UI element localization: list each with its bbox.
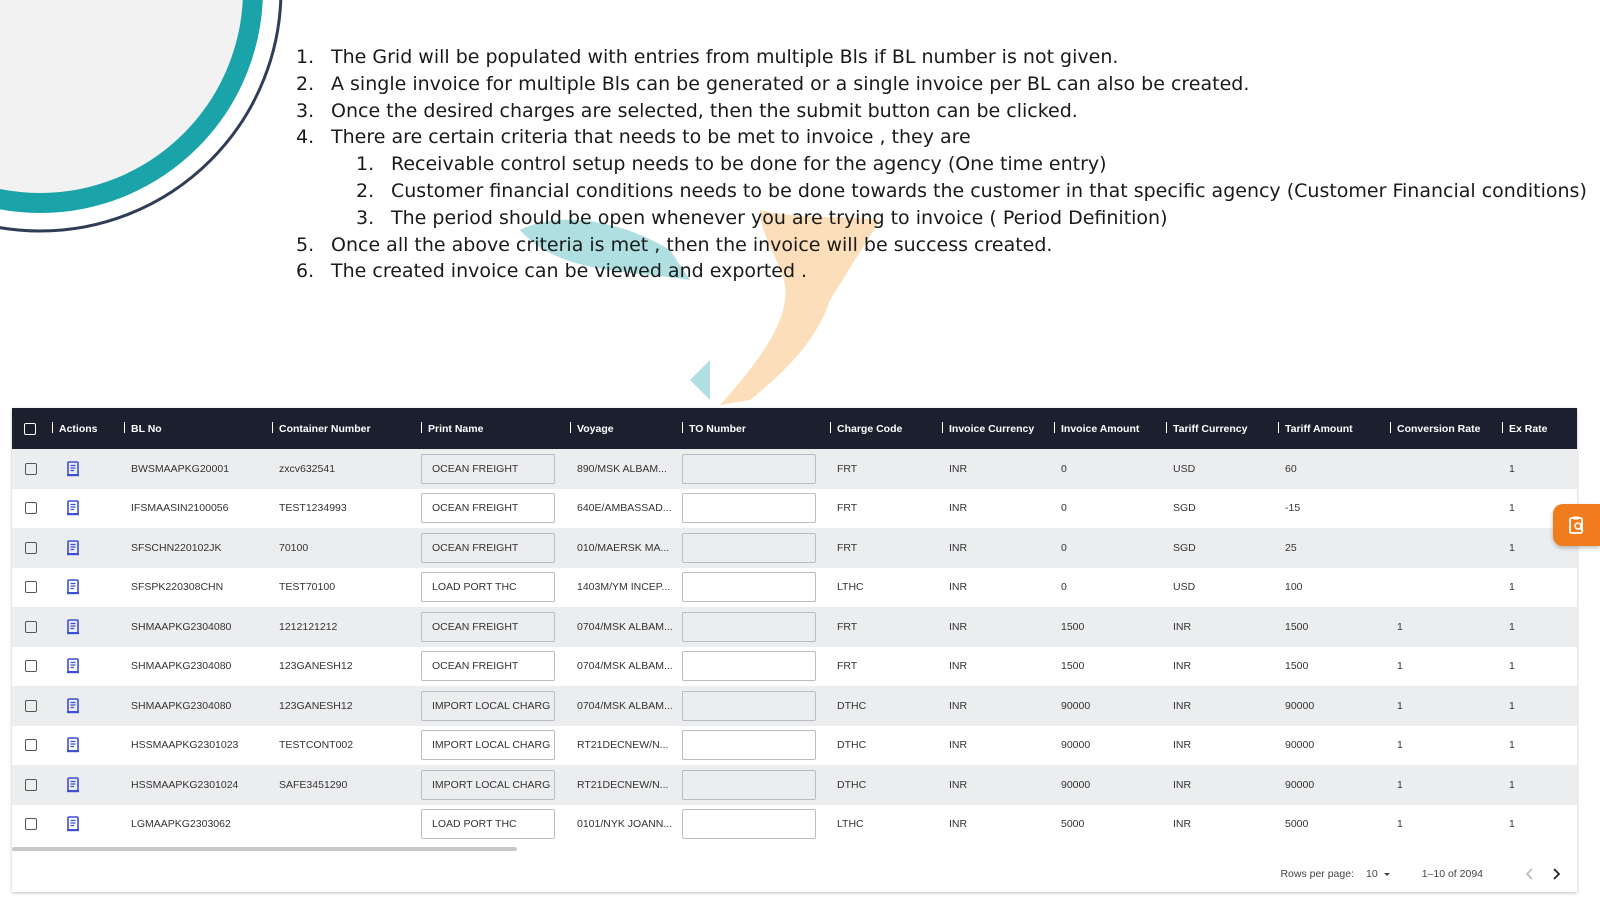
print-name-field[interactable]: OCEAN FREIGHT (421, 651, 555, 681)
row-checkbox[interactable] (25, 779, 37, 791)
tariff-amount-cell: 100 (1285, 581, 1303, 594)
container-number-cell: 123GANESH12 (279, 660, 353, 673)
ex-rate-cell: 1 (1509, 778, 1515, 791)
instruction-number: 1. (356, 153, 375, 176)
invoice-amount-cell: 90000 (1061, 699, 1091, 712)
select-all-cell (12, 408, 46, 449)
charge-code-cell: FRT (837, 660, 858, 673)
print-name-cell (415, 489, 564, 529)
ex-rate-cell: 1 (1509, 462, 1515, 475)
voyage-cell: 0704/MSK ALBAM... (577, 660, 673, 673)
to-number-field[interactable] (682, 572, 816, 602)
instruction-item (296, 151, 1586, 178)
tariff-amount-cell: 60 (1285, 462, 1297, 475)
document-icon[interactable] (66, 816, 80, 832)
invoice-currency-cell: INR (949, 462, 968, 475)
column-separator (52, 422, 53, 433)
tariff-currency-cell: USD (1173, 581, 1196, 594)
column-header-label: BL No (131, 423, 162, 435)
to-number-field[interactable] (682, 691, 816, 721)
invoice-currency-cell: INR (949, 581, 968, 594)
instruction-text: Once all the above criteria is met , then the invoice will be success created. (331, 233, 1053, 256)
to-number-cell (676, 726, 824, 766)
row-select-cell (12, 686, 46, 726)
table-row[interactable] (12, 726, 1577, 766)
row-actions-cell (46, 568, 118, 608)
invoice-currency-cell: INR (949, 739, 968, 752)
table-row[interactable] (12, 528, 1577, 568)
bl-no-cell: SHMAAPKG2304080 (131, 699, 232, 712)
column-header-label: Charge Code (837, 423, 903, 435)
ex-rate-cell: 1 (1509, 660, 1515, 673)
to-number-field[interactable] (682, 493, 816, 523)
invoice-amount-cell: 0 (1061, 581, 1067, 594)
column-header-invoice-currency[interactable] (936, 408, 1048, 449)
row-checkbox[interactable] (25, 818, 37, 830)
column-header-label: Invoice Currency (949, 423, 1035, 435)
column-header-bl-no[interactable] (118, 408, 266, 449)
row-checkbox[interactable] (25, 621, 37, 633)
to-number-field[interactable] (682, 454, 816, 484)
charge-code-cell: DTHC (837, 739, 867, 752)
instruction-number: 3. (356, 206, 375, 229)
pagination (1280, 860, 1563, 888)
chevron-right-icon[interactable] (1549, 867, 1563, 881)
conversion-rate-cell (1384, 489, 1496, 529)
tariff-amount-cell: -15 (1285, 502, 1301, 515)
ex-rate-cell: 1 (1509, 739, 1515, 752)
column-separator (1278, 422, 1279, 433)
instruction-item (296, 98, 1586, 125)
bl-no-cell: BWSMAAPKG20001 (131, 462, 230, 475)
ex-rate-cell: 1 (1509, 502, 1515, 515)
bl-no-cell: HSSMAAPKG2301023 (131, 739, 239, 752)
voyage-cell: 1403M/YM INCEP... (577, 581, 671, 594)
column-header-charge-code[interactable] (824, 408, 936, 449)
to-number-cell (676, 686, 824, 726)
rows-per-page-value: 10 (1366, 868, 1378, 880)
tariff-amount-cell: 5000 (1285, 818, 1309, 831)
print-name-cell (415, 449, 564, 489)
column-separator (1502, 422, 1503, 433)
instruction-text: Customer financial conditions needs to be done towards the customer in that specific agency (Customer Financial conditions) (391, 179, 1587, 202)
charge-code-cell: LTHC (837, 818, 864, 831)
to-number-cell (676, 489, 824, 529)
print-name-cell (415, 528, 564, 568)
row-select-cell (12, 607, 46, 647)
document-icon[interactable] (66, 658, 80, 674)
to-number-cell (676, 449, 824, 489)
instruction-item (296, 178, 1586, 205)
to-number-cell (676, 647, 824, 687)
invoice-amount-cell: 5000 (1061, 818, 1085, 831)
bl-no-cell: IFSMAASIN2100056 (131, 502, 229, 515)
column-separator (682, 422, 683, 433)
to-number-cell (676, 568, 824, 608)
column-header-voyage[interactable] (564, 408, 676, 449)
row-checkbox[interactable] (25, 700, 37, 712)
charge-code-cell: FRT (837, 541, 858, 554)
ex-rate-cell: 1 (1509, 581, 1515, 594)
to-number-cell (676, 607, 824, 647)
column-header-ex-rate[interactable] (1496, 408, 1577, 449)
instruction-text: There are certain criteria that needs to be met to invoice , they are (331, 126, 971, 149)
rows-per-page-select[interactable] (1366, 868, 1392, 880)
caret-down-icon (1382, 869, 1392, 879)
column-header-print-name[interactable] (415, 408, 564, 449)
instruction-number: 3. (296, 99, 315, 122)
conversion-rate-cell (1384, 528, 1496, 568)
row-actions-cell (46, 647, 118, 687)
bl-no-cell: SFSCHN220102JK (131, 541, 222, 554)
ex-rate-cell: 1 (1509, 699, 1515, 712)
voyage-cell: 0101/NYK JOANN... (577, 818, 673, 831)
clipboard-search-icon (1567, 515, 1587, 535)
select-all-checkbox[interactable] (24, 423, 36, 435)
invoice-amount-cell: 90000 (1061, 778, 1091, 791)
document-icon[interactable] (66, 500, 80, 516)
ex-rate-cell: 1 (1509, 620, 1515, 633)
invoice-currency-cell: INR (949, 660, 968, 673)
row-select-cell (12, 726, 46, 766)
bl-no-cell: LGMAAPKG2303062 (131, 818, 231, 831)
charge-code-cell: DTHC (837, 699, 867, 712)
print-name-field[interactable]: IMPORT LOCAL CHARG (421, 730, 555, 760)
print-name-cell (415, 647, 564, 687)
instruction-number: 6. (296, 260, 315, 283)
column-header-tariff-currency[interactable] (1160, 408, 1272, 449)
document-icon[interactable] (66, 540, 80, 556)
column-header-label: Actions (59, 423, 98, 435)
print-name-field[interactable]: LOAD PORT THC (421, 572, 555, 602)
chevron-left-icon[interactable] (1523, 867, 1537, 881)
invoice-amount-cell: 0 (1061, 462, 1067, 475)
tariff-currency-cell: SGD (1173, 502, 1196, 515)
tariff-currency-cell: SGD (1173, 541, 1196, 554)
ex-rate-cell: 1 (1509, 541, 1515, 554)
container-number-cell: TEST70100 (279, 581, 336, 594)
row-actions-cell (46, 765, 118, 805)
row-select-cell (12, 568, 46, 608)
column-header-to-number[interactable] (676, 408, 824, 449)
invoice-amount-cell: 0 (1061, 502, 1067, 515)
instruction-number: 2. (296, 72, 315, 95)
instruction-item (296, 232, 1586, 259)
conversion-rate-cell (1384, 568, 1496, 608)
column-separator (830, 422, 831, 433)
horizontal-scrollbar[interactable] (12, 847, 517, 851)
conversion-rate-cell: 1 (1397, 699, 1403, 712)
tariff-currency-cell: INR (1173, 660, 1192, 673)
print-name-field[interactable]: OCEAN FREIGHT (421, 493, 555, 523)
to-number-field[interactable] (682, 770, 816, 800)
column-header-label: Invoice Amount (1061, 423, 1140, 435)
table-header-row (12, 408, 1577, 449)
print-name-cell (415, 607, 564, 647)
voyage-cell: 010/MAERSK MA... (577, 541, 670, 554)
column-header-label: Print Name (428, 423, 484, 435)
print-name-cell (415, 765, 564, 805)
column-separator (421, 422, 422, 433)
instruction-text: A single invoice for multiple Bls can be generated or a single invoice per BL can also be created. (331, 72, 1250, 95)
instruction-list (296, 44, 1586, 285)
instruction-item (296, 124, 1586, 151)
row-checkbox[interactable] (25, 660, 37, 672)
voyage-cell: RT21DECNEW/N... (577, 739, 669, 752)
charge-code-cell: FRT (837, 620, 858, 633)
document-icon[interactable] (66, 698, 80, 714)
column-separator (942, 422, 943, 433)
table-row[interactable] (12, 489, 1577, 529)
row-actions-cell (46, 449, 118, 489)
container-number-cell: 123GANESH12 (279, 699, 353, 712)
tariff-currency-cell: INR (1173, 620, 1192, 633)
column-separator (570, 422, 571, 433)
invoice-amount-cell: 1500 (1061, 660, 1085, 673)
container-number-cell: 1212121212 (279, 620, 338, 633)
row-actions-cell (46, 607, 118, 647)
conversion-rate-cell: 1 (1397, 739, 1403, 752)
row-actions-cell (46, 805, 118, 845)
container-number-cell: SAFE3451290 (279, 778, 348, 791)
to-number-field[interactable] (682, 809, 816, 839)
print-name-field[interactable]: OCEAN FREIGHT (421, 612, 555, 642)
document-icon[interactable] (66, 777, 80, 793)
column-header-conversion-rate[interactable] (1384, 408, 1496, 449)
column-separator (1166, 422, 1167, 433)
instruction-number: 1. (296, 46, 315, 68)
column-header-label: Tariff Amount (1285, 423, 1353, 435)
tariff-amount-cell: 90000 (1285, 739, 1315, 752)
column-header-invoice-amount[interactable] (1048, 408, 1160, 449)
print-name-field[interactable]: LOAD PORT THC (421, 809, 555, 839)
clipboard-search-button[interactable] (1553, 504, 1600, 546)
table-row[interactable] (12, 607, 1577, 647)
table-row[interactable] (12, 449, 1577, 489)
print-name-field[interactable]: OCEAN FREIGHT (421, 454, 555, 484)
row-select-cell (12, 765, 46, 805)
tariff-currency-cell: INR (1173, 818, 1192, 831)
tariff-amount-cell: 1500 (1285, 620, 1309, 633)
container-number-cell: TEST1234993 (279, 502, 347, 515)
row-select-cell (12, 449, 46, 489)
row-select-cell (12, 528, 46, 568)
tariff-currency-cell: INR (1173, 699, 1192, 712)
table-row[interactable] (12, 765, 1577, 805)
to-number-cell (676, 765, 824, 805)
column-separator (124, 422, 125, 433)
column-header-label: Conversion Rate (1397, 423, 1481, 435)
charge-code-cell: DTHC (837, 778, 867, 791)
voyage-cell: 0704/MSK ALBAM... (577, 620, 673, 633)
print-name-cell (415, 686, 564, 726)
instruction-number: 2. (356, 179, 375, 202)
container-number-cell: 70100 (279, 541, 309, 554)
instruction-text: Receivable control setup needs to be done for the agency (One time entry) (391, 153, 1107, 176)
document-icon[interactable] (66, 579, 80, 595)
conversion-rate-cell: 1 (1397, 660, 1403, 673)
container-number-cell (266, 805, 415, 845)
tariff-currency-cell: INR (1173, 739, 1192, 752)
row-actions-cell (46, 528, 118, 568)
column-header-tariff-amount[interactable] (1272, 408, 1384, 449)
charge-code-cell: FRT (837, 462, 858, 475)
rows-per-page-label: Rows per page: (1280, 868, 1354, 880)
invoice-amount-cell: 90000 (1061, 739, 1091, 752)
charge-code-cell: FRT (837, 502, 858, 515)
to-number-cell (676, 805, 824, 845)
column-separator (1054, 422, 1055, 433)
column-header-label: Voyage (577, 423, 614, 435)
row-actions-cell (46, 489, 118, 529)
print-name-field[interactable]: OCEAN FREIGHT (421, 533, 555, 563)
grid-scroll-area[interactable] (12, 408, 1577, 846)
invoice-amount-cell: 0 (1061, 541, 1067, 554)
container-number-cell: TESTCONT002 (279, 739, 354, 752)
instruction-sub-list (296, 151, 1586, 231)
instruction-item (296, 44, 1586, 71)
row-select-cell (12, 805, 46, 845)
decorative-circle (0, 0, 300, 250)
tariff-amount-cell: 90000 (1285, 699, 1315, 712)
instruction-item (296, 205, 1586, 232)
charge-code-cell: LTHC (837, 581, 864, 594)
print-name-cell (415, 805, 564, 845)
tariff-currency-cell: INR (1173, 778, 1192, 791)
bl-no-cell: HSSMAAPKG2301024 (131, 778, 239, 791)
conversion-rate-cell: 1 (1397, 818, 1403, 831)
to-number-field[interactable] (682, 533, 816, 563)
to-number-field[interactable] (682, 730, 816, 760)
column-header-label: TO Number (689, 423, 746, 435)
print-name-field[interactable]: IMPORT LOCAL CHARG (421, 691, 555, 721)
table-row[interactable] (12, 805, 1577, 845)
to-number-field[interactable] (682, 651, 816, 681)
tariff-currency-cell: USD (1173, 462, 1196, 475)
invoice-currency-cell: INR (949, 699, 968, 712)
to-number-field[interactable] (682, 612, 816, 642)
print-name-field[interactable]: IMPORT LOCAL CHARG (421, 770, 555, 800)
conversion-rate-cell: 1 (1397, 620, 1403, 633)
column-header-label: Tariff Currency (1173, 423, 1248, 435)
invoice-currency-cell: INR (949, 620, 968, 633)
page-range-label: 1–10 of 2094 (1421, 868, 1483, 880)
instruction-number: 4. (296, 126, 315, 149)
print-name-cell (415, 726, 564, 766)
invoice-currency-cell: INR (949, 778, 968, 791)
row-checkbox[interactable] (25, 463, 37, 475)
instruction-text: The Grid will be populated with entries from multiple Bls if BL number is not given. (331, 46, 1119, 68)
column-separator (1390, 422, 1391, 433)
conversion-rate-cell: 1 (1397, 778, 1403, 791)
tariff-amount-cell: 90000 (1285, 778, 1315, 791)
column-header-label: Container Number (279, 423, 371, 435)
bl-no-cell: SHMAAPKG2304080 (131, 660, 232, 673)
instruction-text: The period should be open whenever you are trying to invoice ( Period Definition) (391, 206, 1168, 229)
row-select-cell (12, 489, 46, 529)
instruction-text: The created invoice can be viewed and exported . (331, 260, 808, 283)
row-checkbox[interactable] (25, 502, 37, 514)
invoice-amount-cell: 1500 (1061, 620, 1085, 633)
invoice-currency-cell: INR (949, 541, 968, 554)
instruction-final-list (296, 232, 1586, 286)
to-number-cell (676, 528, 824, 568)
tariff-amount-cell: 1500 (1285, 660, 1309, 673)
instruction-item (296, 258, 1586, 285)
container-number-cell: zxcv632541 (279, 462, 336, 475)
invoice-currency-cell: INR (949, 502, 968, 515)
voyage-cell: RT21DECNEW/N... (577, 778, 669, 791)
table-row[interactable] (12, 568, 1577, 608)
voyage-cell: 0704/MSK ALBAM... (577, 699, 673, 712)
voyage-cell: 890/MSK ALBAM... (577, 462, 667, 475)
row-actions-cell (46, 686, 118, 726)
voyage-cell: 640E/AMBASSAD... (577, 502, 672, 515)
print-name-cell (415, 568, 564, 608)
instruction-text: Once the desired charges are selected, then the submit button can be clicked. (331, 99, 1078, 122)
row-checkbox[interactable] (25, 581, 37, 593)
document-icon[interactable] (66, 737, 80, 753)
document-icon[interactable] (66, 619, 80, 635)
conversion-rate-cell (1384, 449, 1496, 489)
row-select-cell (12, 647, 46, 687)
row-checkbox[interactable] (25, 542, 37, 554)
invoice-currency-cell: INR (949, 818, 968, 831)
instruction-item (296, 71, 1586, 98)
instruction-number: 5. (296, 233, 315, 256)
row-checkbox[interactable] (25, 739, 37, 751)
table-row[interactable] (12, 647, 1577, 687)
charges-table (12, 408, 1577, 844)
table-row[interactable] (12, 686, 1577, 726)
row-actions-cell (46, 726, 118, 766)
column-separator (272, 422, 273, 433)
invoice-charges-grid (12, 408, 1577, 892)
column-header-label: Ex Rate (1509, 423, 1548, 435)
bl-no-cell: SFSPK220308CHN (131, 581, 224, 594)
bl-no-cell: SHMAAPKG2304080 (131, 620, 232, 633)
column-header-container-number[interactable] (266, 408, 415, 449)
instruction-main-list (296, 44, 1586, 151)
ex-rate-cell: 1 (1509, 818, 1515, 831)
document-icon[interactable] (66, 461, 80, 477)
tariff-amount-cell: 25 (1285, 541, 1297, 554)
column-header-actions[interactable] (46, 408, 118, 449)
